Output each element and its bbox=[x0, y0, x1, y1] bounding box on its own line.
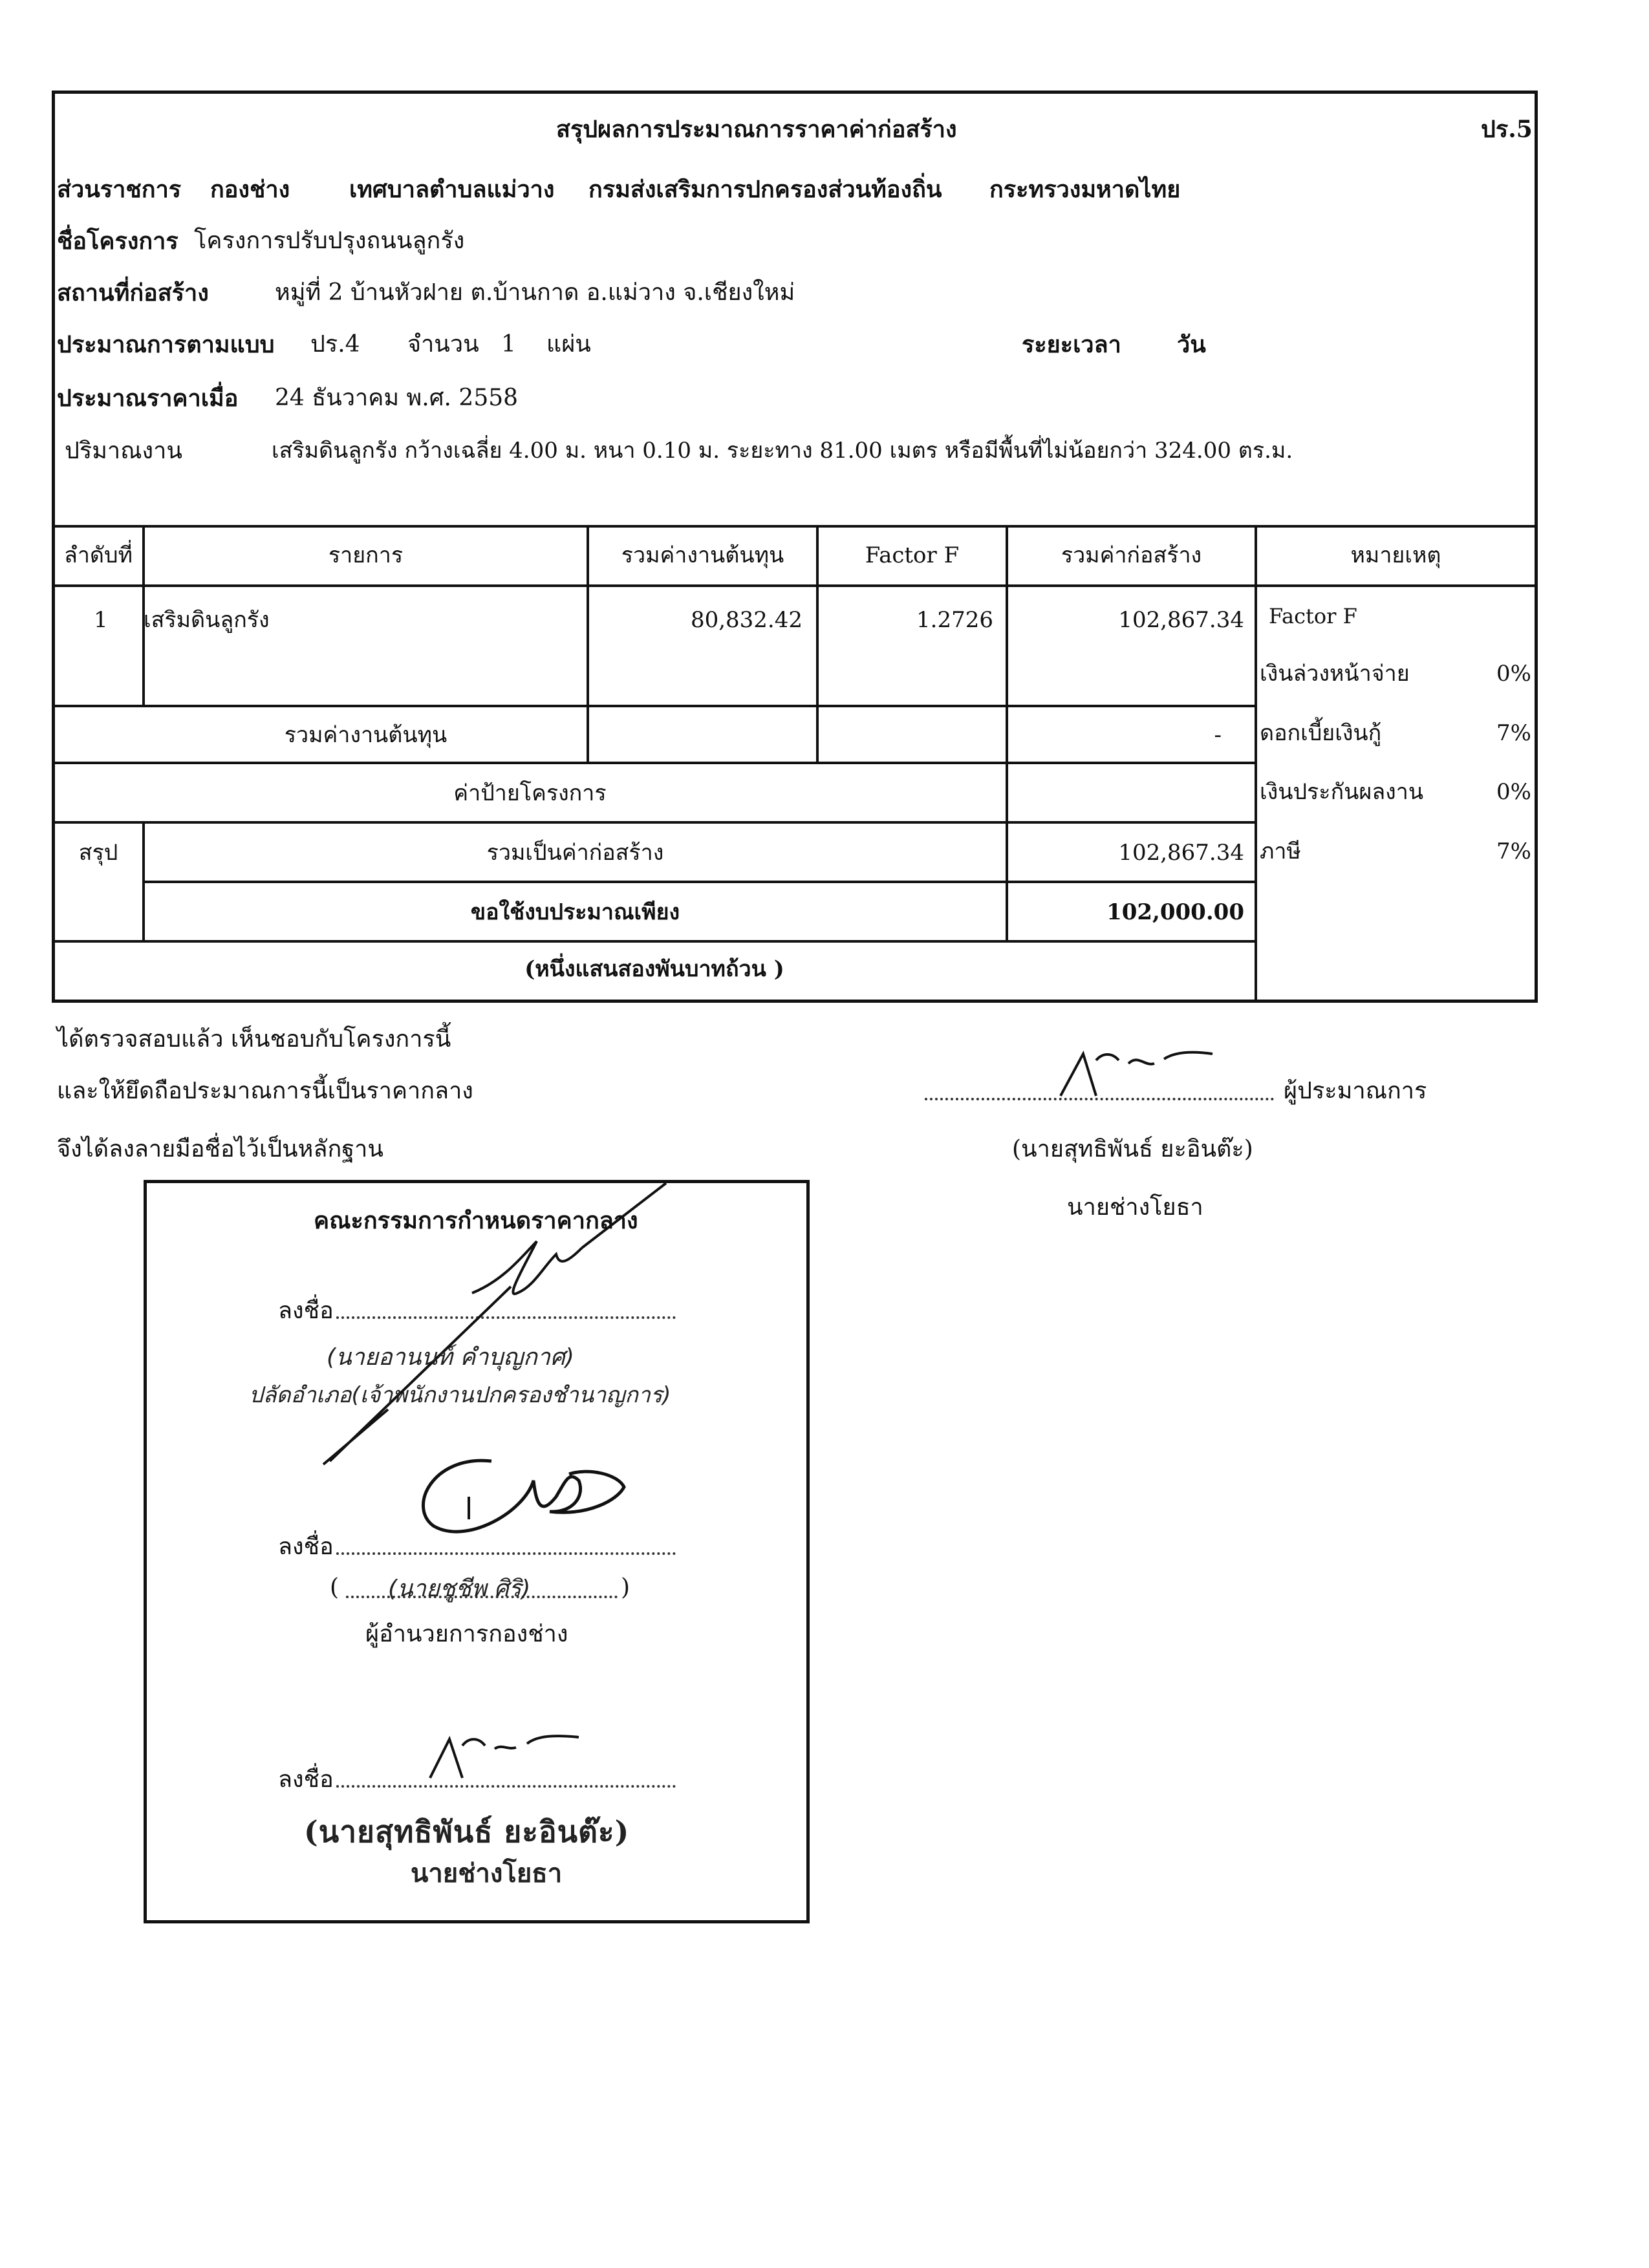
agency-label: ส่วนราชการ bbox=[57, 176, 182, 203]
remark-label-tax: ภาษี bbox=[1260, 839, 1301, 864]
member1-name: (นายอานนท์ คำบุญกาศ) bbox=[327, 1344, 574, 1371]
row-item: เสริมดินลูกรัง bbox=[144, 607, 270, 633]
member1-sign-label: ลงชื่อ bbox=[278, 1298, 334, 1324]
estimator-role: ผู้ประมาณการ bbox=[1284, 1078, 1427, 1104]
estimator-name: (นายสุทธิพันธ์ ยะอินต๊ะ) bbox=[1012, 1136, 1253, 1162]
agency-division: กองช่าง bbox=[210, 176, 290, 203]
quantity-value: เสริมดินลูกรัง กว้างเฉลี่ย 4.00 ม. หนา 0.10 ม. ระยะทาง 81.00 เมตร หรือมีพื้นที่ไม่น้อยกว่า 324.00 ตร.ม. bbox=[272, 438, 1293, 464]
row-construction-cost: 102,867.34 bbox=[1118, 607, 1244, 633]
form-code: ปร.5 bbox=[1481, 116, 1533, 143]
location-label: สถานที่ก่อสร้าง bbox=[57, 279, 209, 306]
remark-label-interest: ดอกเบี้ยเงินกู้ bbox=[1260, 720, 1382, 746]
frame-top bbox=[52, 91, 1538, 94]
approval-line-3: จึงได้ลงลายมือชื่อไว้เป็นหลักฐาน bbox=[57, 1136, 383, 1162]
duration-label: ระยะเวลา bbox=[1022, 331, 1121, 358]
remark-label-guarantee: เงินประกันผลงาน bbox=[1260, 779, 1424, 805]
total-base-label: รวมค่างานต้นทุน bbox=[284, 722, 447, 748]
remark-value-advance: 0% bbox=[1496, 661, 1531, 687]
count-value: 1 bbox=[501, 331, 516, 358]
duration-unit: วัน bbox=[1177, 331, 1206, 358]
member2-position: ผู้อำนวยการกองช่าง bbox=[365, 1621, 568, 1647]
project-value: โครงการปรับปรุงถนนลูกรัง bbox=[194, 228, 465, 254]
frame-right bbox=[1535, 91, 1538, 1003]
budget-request-value: 102,000.00 bbox=[1106, 899, 1244, 925]
member3-signature bbox=[420, 1717, 614, 1788]
member3-stamp-name: (นายสุทธิพันธ์ ยะอินต๊ะ) bbox=[304, 1814, 630, 1849]
col-header-item: รายการ bbox=[328, 542, 404, 568]
estimate-label: ประมาณการตามแบบ bbox=[57, 331, 275, 358]
budget-request-label: ขอใช้งบประมาณเพียง bbox=[470, 899, 680, 925]
estimate-form-ref: ปร.4 bbox=[310, 331, 360, 358]
project-label: ชื่อโครงการ bbox=[57, 228, 178, 255]
sign-cost-label: ค่าป้ายโครงการ bbox=[453, 780, 607, 806]
row-factor: 1.2726 bbox=[916, 607, 993, 633]
member3-sign-label: ลงชื่อ bbox=[278, 1766, 334, 1793]
agency-department: กรมส่งเสริมการปกครองส่วนท้องถิ่น bbox=[588, 176, 942, 203]
quantity-label: ปริมาณงาน bbox=[65, 438, 182, 464]
member3-sign-line bbox=[336, 1785, 676, 1788]
summary-label: สรุป bbox=[78, 840, 118, 866]
committee-title: คณะกรรมการกำหนดราคากลาง bbox=[314, 1207, 638, 1234]
remark-label-advance: เงินล่วงหน้าจ่าย bbox=[1260, 661, 1410, 687]
form-title: สรุปผลการประมาณการราคาค่าก่อสร้าง bbox=[556, 116, 957, 143]
col-header-construction-cost: รวมค่าก่อสร้าง bbox=[1061, 542, 1202, 568]
member2-name: (นายชูชีพ ศิริ) bbox=[388, 1576, 531, 1602]
member1-position: ปลัดอำเภอ(เจ้าพนักงานปกครองชำนาญการ) bbox=[249, 1382, 671, 1408]
frame-bottom bbox=[52, 1000, 1538, 1003]
member3-stamp-position: นายช่างโยธา bbox=[411, 1858, 563, 1888]
estimator-position: นายช่างโยธา bbox=[1067, 1194, 1203, 1221]
member2-signature bbox=[394, 1435, 627, 1552]
total-construction-label: รวมเป็นค่าก่อสร้าง bbox=[486, 840, 664, 866]
col-header-no: ลำดับที่ bbox=[63, 542, 133, 568]
approval-line-1: ได้ตรวจสอบแล้ว เห็นชอบกับโครงการนี้ bbox=[57, 1026, 451, 1053]
remarks-title: Factor F bbox=[1269, 604, 1357, 628]
count-label: จำนวน bbox=[407, 331, 479, 358]
agency-municipality: เทศบาลตำบลแม่วาง bbox=[349, 176, 555, 203]
sheet-unit: แผ่น bbox=[546, 331, 591, 358]
col-header-factor: Factor F bbox=[865, 542, 960, 568]
date-label: ประมาณราคาเมื่อ bbox=[57, 385, 239, 412]
row-base-cost: 80,832.42 bbox=[690, 607, 803, 633]
date-value: 24 ธันวาคม พ.ศ. 2558 bbox=[275, 385, 519, 411]
member3-stamp bbox=[304, 1810, 666, 1894]
total-construction-value: 102,867.34 bbox=[1118, 840, 1244, 866]
col-header-base-cost: รวมค่างานต้นทุน bbox=[621, 542, 784, 568]
total-base-value: - bbox=[1214, 722, 1222, 748]
remark-value-tax: 7% bbox=[1496, 839, 1531, 864]
amount-in-words: (หนึ่งแสนสองพันบาทถ้วน ) bbox=[524, 956, 784, 982]
row-no: 1 bbox=[94, 607, 108, 633]
member2-sign-line bbox=[336, 1552, 676, 1555]
remark-value-interest: 7% bbox=[1496, 720, 1531, 746]
location-value: หมู่ที่ 2 บ้านหัวฝาย ต.บ้านกาด อ.แม่วาง จ.เชียงใหม่ bbox=[275, 279, 795, 306]
remark-value-guarantee: 0% bbox=[1496, 779, 1531, 805]
agency-ministry: กระทรวงมหาดไทย bbox=[989, 176, 1181, 203]
member1-signature bbox=[310, 1177, 673, 1468]
approval-line-2: และให้ยึดถือประมาณการนี้เป็นราคากลาง bbox=[57, 1078, 473, 1104]
member2-sign-label: ลงชื่อ bbox=[278, 1534, 334, 1560]
estimator-signature bbox=[1048, 1028, 1242, 1112]
col-header-remarks: หมายเหตุ bbox=[1350, 542, 1441, 568]
